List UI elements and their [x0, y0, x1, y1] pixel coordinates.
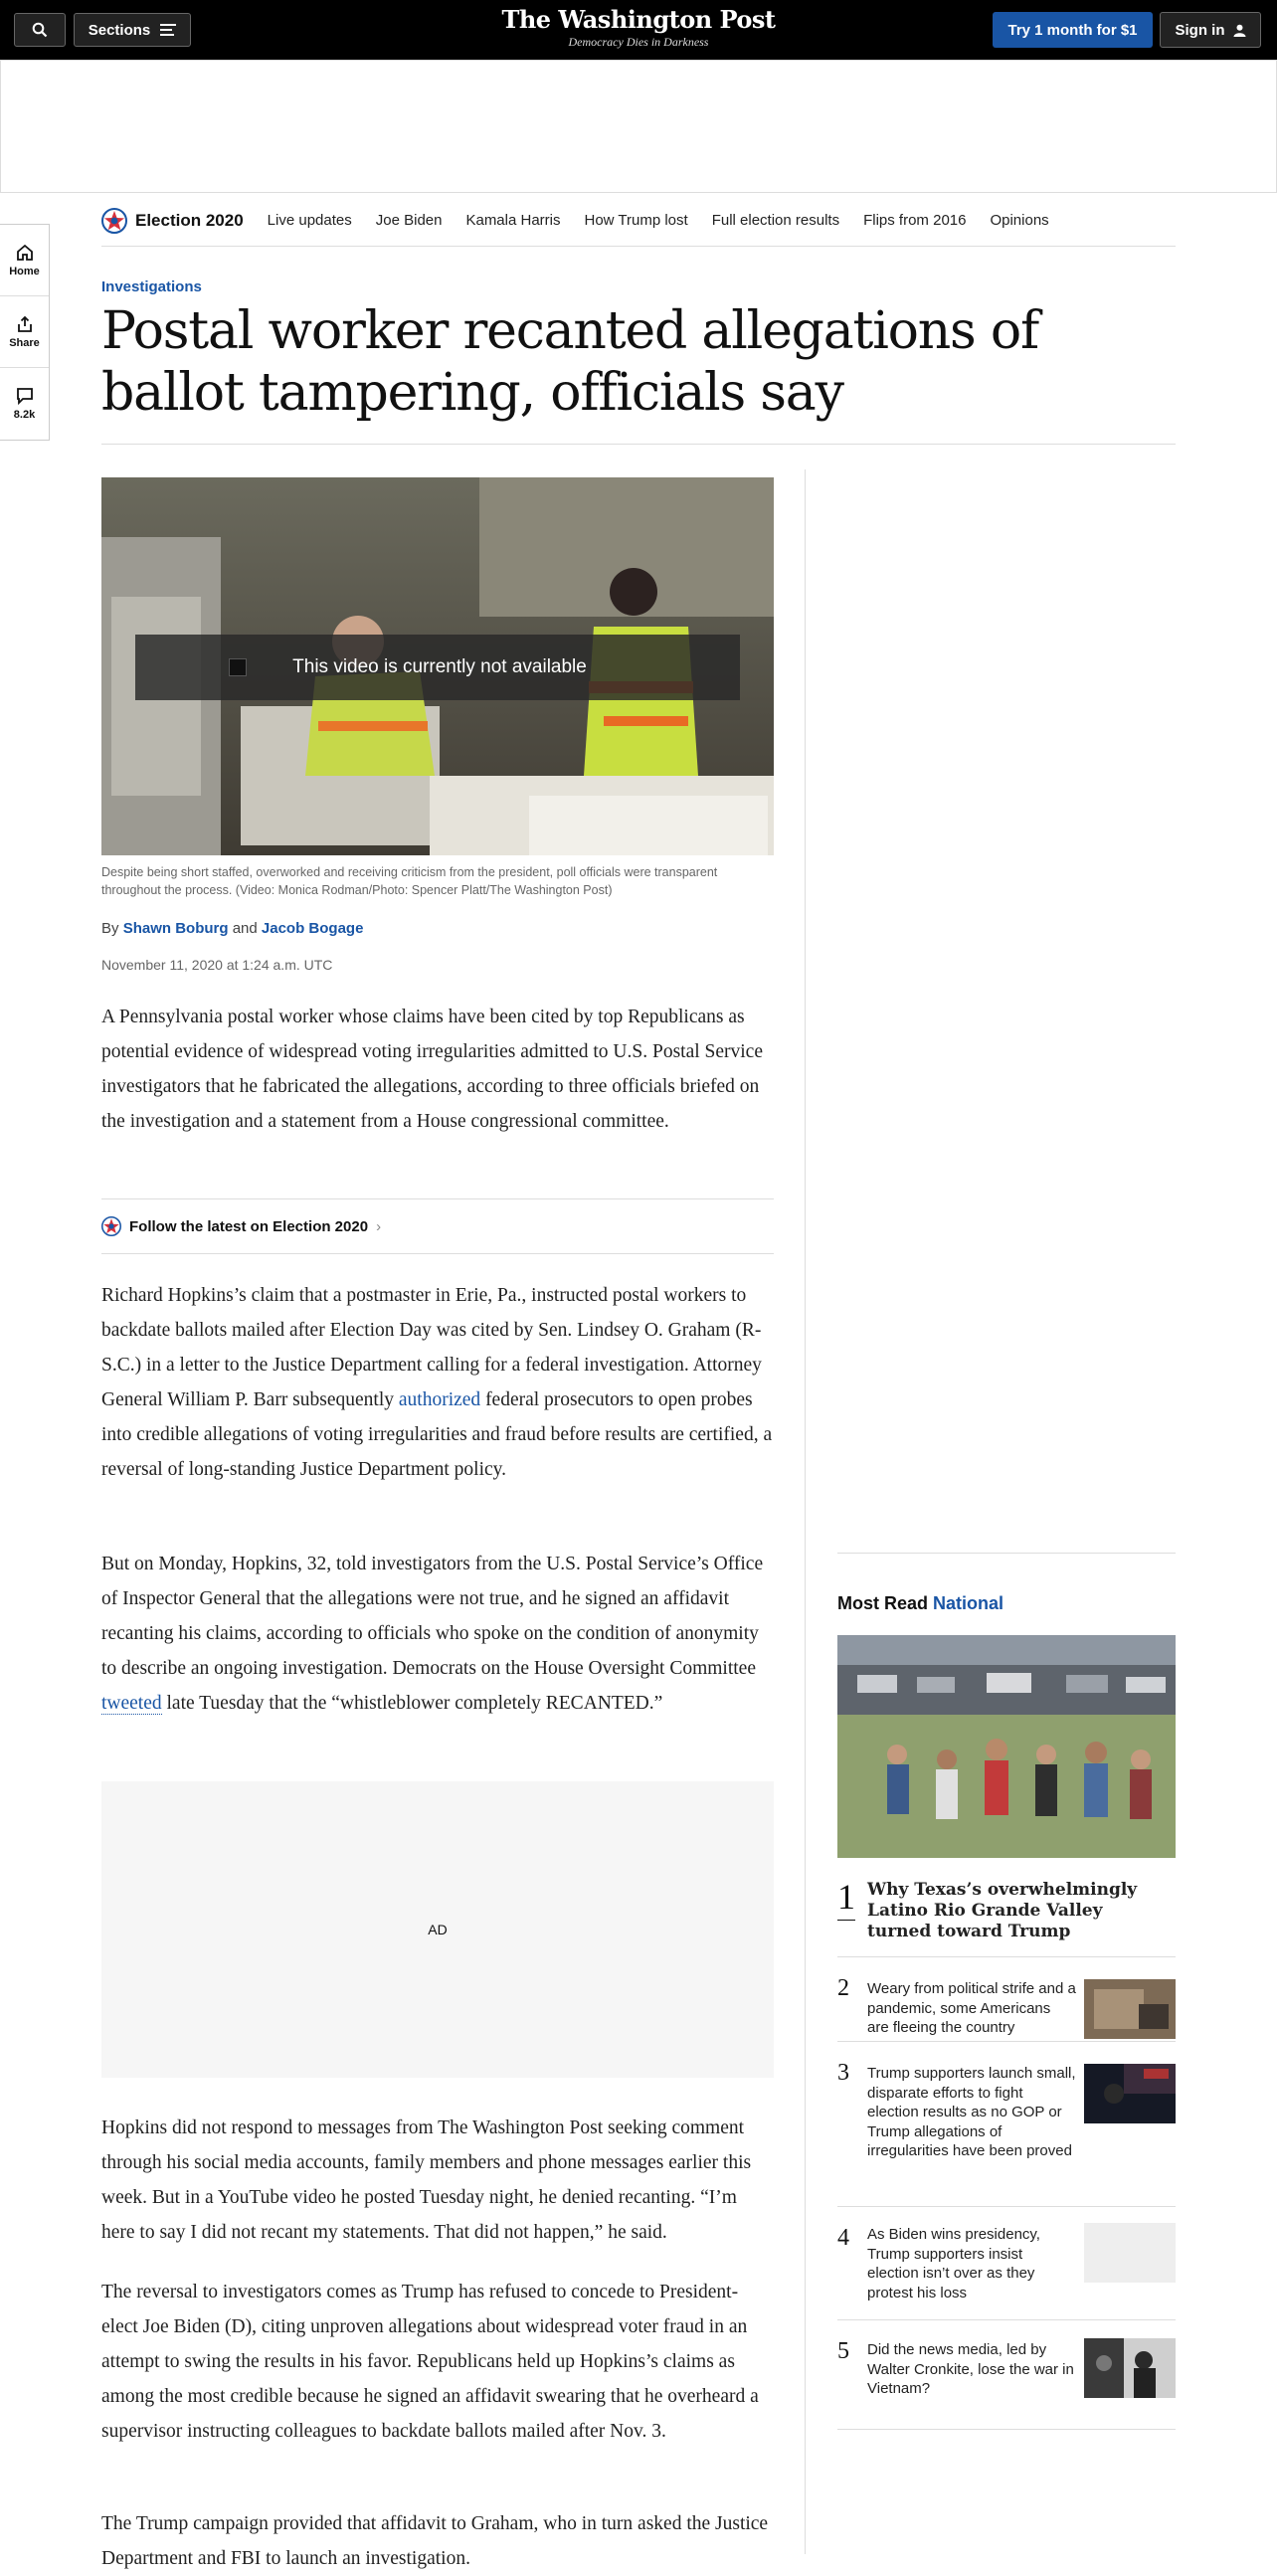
most-read-item-1[interactable] — [837, 1870, 1176, 1957]
most-read-thumbnail — [1084, 1979, 1176, 2039]
nav-item-joe-biden[interactable]: Joe Biden — [375, 212, 443, 229]
rank-number: 3 — [837, 2060, 849, 2086]
article-paragraph-1: A Pennsylvania postal worker whose claims have been cited by top Republicans as potential evidence of widespread voting irregularities admitted to U.S. Postal Service investigators that he fabricated the allegations, according to three officials briefed on the investigation and a statement from a House congressional committee. — [101, 1007, 763, 1132]
article-headline: Postal worker recanted allegations of ballot tampering, officials say — [101, 301, 1039, 423]
crowd-photo — [837, 1635, 1176, 1858]
most-read-thumbnail — [1084, 2223, 1176, 2283]
paragraph-3-text-b: late Tuesday that the “whistleblower completely RECANTED.” — [161, 1693, 663, 1714]
nav-item-full-results[interactable]: Full election results — [711, 212, 840, 229]
thumbnail-image — [1084, 2338, 1176, 2398]
column-divider — [805, 469, 806, 2554]
user-icon — [1233, 24, 1246, 37]
most-read-divider — [837, 1553, 1176, 1554]
sign-in-button[interactable] — [1160, 12, 1261, 48]
most-read-headline: Did the news media, led by Walter Cronkite, lose the war in Vietnam? — [867, 2341, 1074, 2397]
nav-item-how-trump-lost[interactable]: How Trump lost — [584, 212, 688, 229]
home-icon — [16, 244, 34, 262]
article-paragraph-3 — [101, 1547, 774, 1721]
rank-number: 5 — [837, 2338, 849, 2364]
follow-election-link[interactable] — [101, 1198, 774, 1254]
byline-and: and — [232, 920, 258, 937]
byline — [101, 920, 363, 937]
election-nav-title[interactable]: Election 2020 — [135, 210, 244, 230]
share-icon — [16, 315, 34, 333]
authorized-link[interactable]: authorized — [398, 1389, 481, 1410]
share-button[interactable] — [0, 296, 49, 368]
article-paragraph-2 — [101, 1278, 774, 1487]
publish-date: November 11, 2020 at 1:24 a.m. UTC — [101, 957, 333, 973]
share-label: Share — [9, 336, 40, 349]
nav-item-flips[interactable]: Flips from 2016 — [863, 212, 967, 229]
most-read-section[interactable]: National — [933, 1593, 1004, 1613]
top-ad-slot — [0, 60, 1277, 193]
left-action-rail — [0, 224, 50, 441]
home-label: Home — [9, 265, 40, 277]
rank-underline — [837, 1920, 855, 1921]
most-read-title: Most Read — [837, 1593, 929, 1613]
election-navigation — [101, 195, 1176, 247]
headline-divider — [101, 444, 1176, 445]
article-paragraph-5: The reversal to investigators comes as Trump has refused to concede to President-elect Joe Biden (D), citing unproven allegations about widespread voter fraud in an attempt to swing the results in his favor. Republicans held up Hopkins’s claims as among the most credible because he signed an affidavit swearing that he overheard a supervisor instructing colleagues to backdate ballots mailed after Nov. 3. — [101, 2282, 759, 2442]
nav-item-opinions[interactable]: Opinions — [990, 212, 1049, 229]
video-placeholder-icon — [229, 658, 247, 676]
most-read-thumbnail — [1084, 2064, 1176, 2123]
sections-label: Sections — [88, 21, 151, 39]
paragraph-2-text-b: federal prosecutors to open probes into credible allegations of voting irregularities and fraud before results are certified, a reversal of long-standing Justice Department policy. — [101, 1389, 773, 1480]
most-read-item-3[interactable] — [837, 2042, 1176, 2207]
election-star-icon — [101, 1216, 121, 1236]
rank-number: 1 — [837, 1877, 855, 1917]
comment-icon — [16, 387, 34, 405]
section-kicker[interactable]: Investigations — [101, 278, 202, 295]
video-unavailable-overlay — [135, 635, 740, 700]
article-paragraph-6: The Trump campaign provided that affidavit to Graham, who in turn asked the Justice Department and FBI to launch an investigation. — [101, 2513, 769, 2569]
most-read-headline: Trump supporters launch small, disparate efforts to fight election results as no GOP or Trump allegations of irregularities have been proved — [867, 2065, 1076, 2159]
video-caption: Despite being short staffed, overworked and receiving criticism from the president, poll officials were transparent throughout the process. (Video: Monica Rodman/Photo: Spencer Platt/The Washington Post) — [101, 865, 718, 897]
comments-button[interactable] — [0, 368, 49, 440]
most-read-headline: Weary from political strife and a pandemic, some Americans are fleeing the country — [867, 1980, 1076, 2036]
tagline: Democracy Dies in Darkness — [568, 35, 709, 49]
most-read-thumbnail — [1084, 2338, 1176, 2398]
nav-item-live-updates[interactable]: Live updates — [267, 212, 352, 229]
byline-prefix: By — [101, 920, 119, 937]
ad-label: AD — [428, 1922, 448, 1937]
sign-in-label: Sign in — [1175, 21, 1225, 39]
most-read-item-4[interactable] — [837, 2207, 1176, 2320]
video-unavailable-message: This video is currently not available — [292, 656, 587, 677]
most-read-heading — [837, 1593, 1003, 1614]
nav-item-kamala-harris[interactable]: Kamala Harris — [465, 212, 561, 229]
subscribe-button[interactable]: Try 1 month for $1 — [993, 12, 1153, 48]
thumbnail-image — [1084, 2064, 1176, 2123]
tweeted-link[interactable]: tweeted — [101, 1693, 162, 1714]
video-player[interactable] — [101, 477, 774, 855]
rank-number: 2 — [837, 1975, 849, 2001]
logo[interactable]: The Washington Post — [501, 5, 776, 34]
author-link-1[interactable]: Shawn Boburg — [122, 920, 229, 937]
home-button[interactable] — [0, 225, 49, 296]
election-star-icon — [101, 208, 127, 234]
chevron-right-icon: › — [376, 1217, 382, 1235]
paragraph-2-text-a: Richard Hopkins’s claim that a postmaster in Erie, Pa., instructed postal workers to backdate ballots mailed after Election Day was cited by Sen. Lindsey O. Graham (R-S.C.) in a letter to the Justice Department calling for a federal investigation. Attorney General William P. Barr subsequently — [101, 1285, 762, 1410]
top-navigation-bar — [0, 0, 1277, 60]
follow-label: Follow the latest on Election 2020 — [129, 1217, 369, 1235]
most-read-headline: Why Texas’s overwhelmingly Latino Rio Grande Valley turned toward Trump — [867, 1880, 1138, 1941]
paragraph-3-text-a: But on Monday, Hopkins, 32, told investigators from the U.S. Postal Service’s Office of Inspector General that the allegations were not true, and he signed an affidavit recanting his claims, according to officials who spoke on the condition of anonymity to describe an ongoing investigation. Democrats on the House Oversight Committee — [101, 1554, 764, 1679]
most-read-item-2[interactable] — [837, 1957, 1176, 2042]
most-read-lead-image[interactable] — [837, 1635, 1176, 1858]
rank-number: 4 — [837, 2225, 849, 2251]
most-read-item-5[interactable] — [837, 2320, 1176, 2430]
most-read-headline: As Biden wins presidency, Trump supporters insist election isn’t over as they protest his loss — [867, 2226, 1040, 2301]
article-paragraph-4: Hopkins did not respond to messages from The Washington Post seeking comment through his social media accounts, family members and phone messages earlier this week. But in a YouTube video he posted Tuesday night, he denied recanting. “I’m here to say I did not recant my statements. That did not happen,” he said. — [101, 2117, 752, 2243]
thumbnail-image — [1084, 1979, 1176, 2039]
comment-count: 8.2k — [13, 409, 36, 421]
author-link-2[interactable]: Jacob Bogage — [261, 920, 364, 937]
inline-ad-slot — [101, 1781, 774, 2078]
